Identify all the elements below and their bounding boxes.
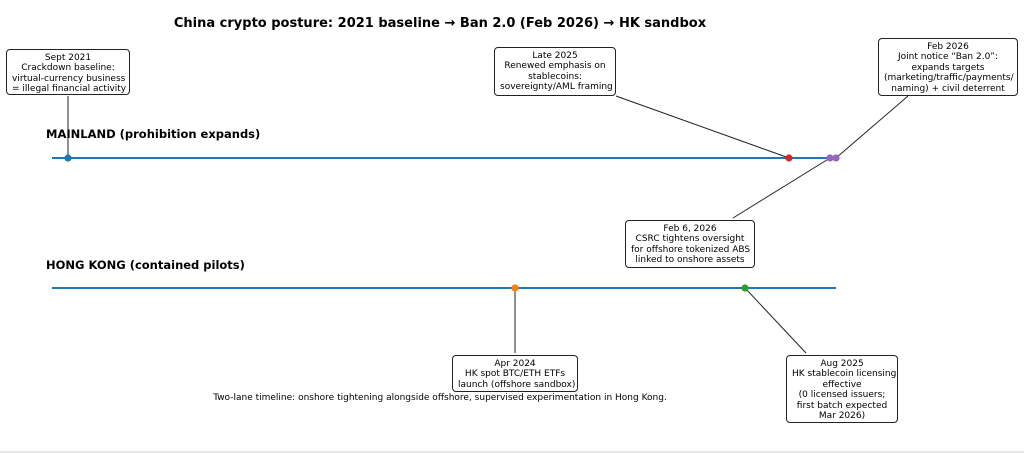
lane-label-mainland: MAINLAND (prohibition expands) bbox=[46, 127, 261, 141]
event-box-feb-2026 bbox=[878, 38, 1018, 96]
event-text-line: Crackdown baseline: bbox=[21, 63, 115, 74]
event-text-line: expands targets bbox=[911, 62, 985, 73]
event-text-line: sovereignty/AML framing bbox=[500, 82, 613, 93]
lane-label-hongkong: HONG KONG (contained pilots) bbox=[46, 258, 245, 272]
event-text-line: naming) + civil deterrent bbox=[891, 83, 1005, 94]
event-text-line: first batch expected bbox=[796, 400, 888, 411]
event-box-feb-6-2026 bbox=[625, 220, 755, 268]
figure-title: China crypto posture: 2021 baseline → Ban 2.0 (Feb 2026) → HK sandbox bbox=[173, 16, 707, 31]
event-text-line: Joint notice “Ban 2.0”: bbox=[898, 52, 998, 63]
event-text-line: for offshore tokenized ABS bbox=[631, 244, 751, 255]
event-text-line: (0 licensed issuers; bbox=[798, 390, 886, 401]
event-text-line: Renewed emphasis on bbox=[504, 61, 606, 72]
event-marker-late-2025 bbox=[785, 154, 792, 161]
event-text-line: (marketing/traffic/payments/ bbox=[884, 73, 1014, 84]
event-text-line: HK spot BTC/ETH ETFs bbox=[464, 369, 566, 380]
event-text-line: Late 2025 bbox=[532, 51, 578, 61]
event-text-line: Sept 2021 bbox=[44, 53, 92, 63]
event-text-line: stablecoins: bbox=[528, 71, 582, 82]
connector-feb-2026 bbox=[836, 96, 908, 158]
event-text-line: HK stablecoin licensing bbox=[792, 369, 897, 380]
event-box-aug-2025 bbox=[786, 355, 898, 423]
event-text-line: CSRC tightens oversight bbox=[635, 234, 745, 245]
event-text-line: = illegal financial activity bbox=[12, 84, 127, 95]
event-box-sept-2021 bbox=[6, 49, 130, 95]
connector-late-2025 bbox=[616, 96, 789, 158]
event-marker-sept-2021 bbox=[64, 154, 71, 161]
figure-caption: Two-lane timeline: onshore tightening alongside offshore, supervised experimentation in Hong Kong. bbox=[213, 393, 667, 403]
event-text-line: linked to onshore assets bbox=[635, 255, 745, 266]
event-text-line: Feb 6, 2026 bbox=[663, 224, 717, 234]
event-text-line: Feb 2026 bbox=[927, 42, 969, 52]
event-text-line: effective bbox=[822, 379, 862, 390]
event-marker-apr-2024 bbox=[511, 284, 518, 291]
event-marker-feb-6-2026 bbox=[826, 154, 833, 161]
connector-feb-6-2026 bbox=[733, 158, 830, 218]
event-text-line: launch (offshore sandbox) bbox=[458, 379, 576, 390]
event-marker-aug-2025 bbox=[741, 284, 748, 291]
event-text-line: Aug 2025 bbox=[820, 359, 864, 369]
event-text-line: Apr 2024 bbox=[494, 359, 536, 369]
event-box-apr-2024 bbox=[452, 355, 578, 392]
event-text-line: virtual-currency business bbox=[12, 73, 126, 84]
event-box-late-2025 bbox=[494, 47, 616, 96]
connector-aug-2025 bbox=[745, 288, 806, 353]
event-text-line: Mar 2026) bbox=[818, 411, 866, 422]
